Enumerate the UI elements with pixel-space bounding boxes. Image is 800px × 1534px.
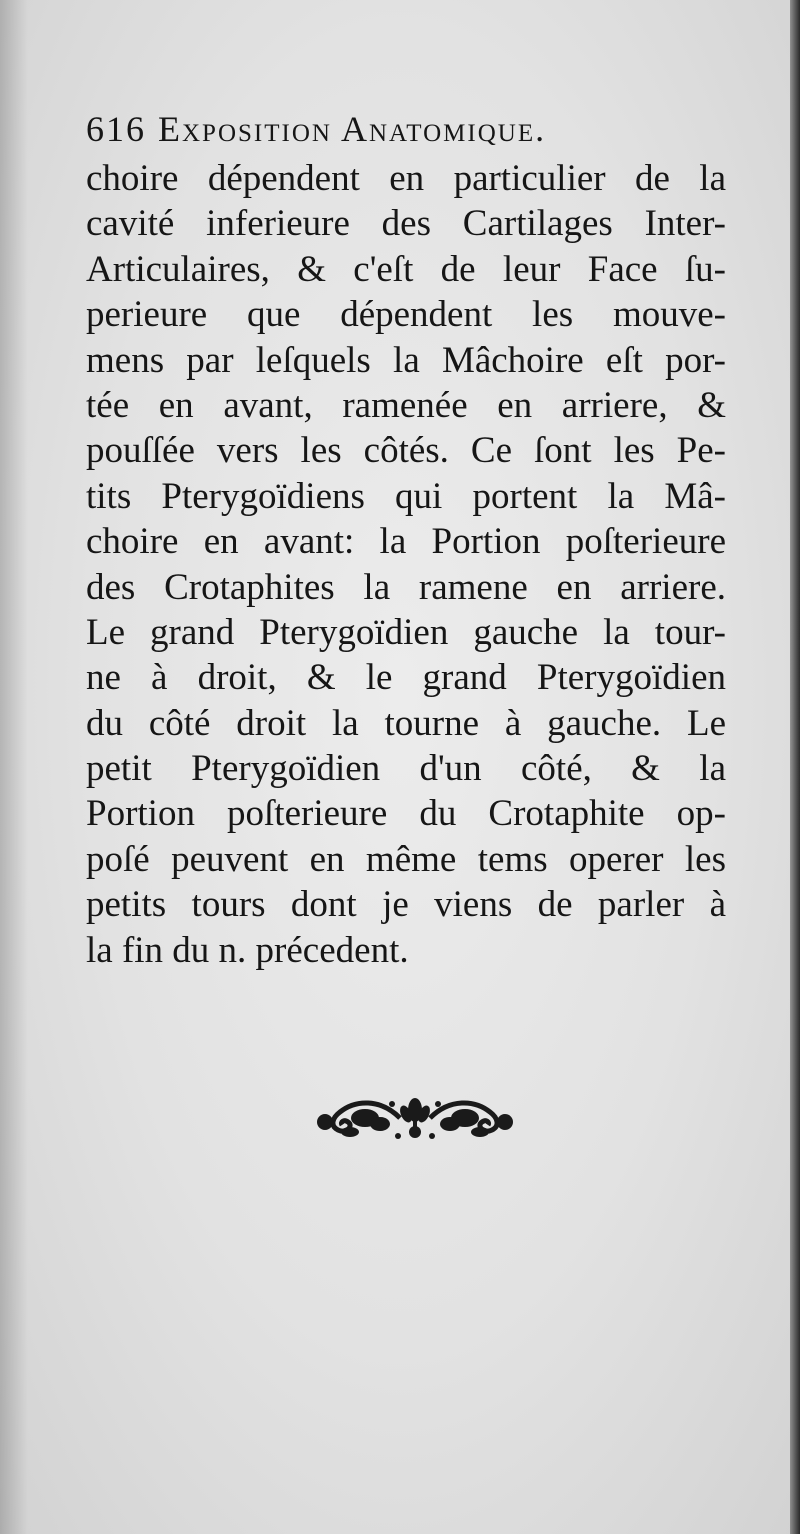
- text-line: Le grand Pterygoïdien gauche la tour-: [86, 611, 726, 653]
- running-head: [86, 108, 546, 150]
- text-line: tée en avant, ramenée en arriere, &: [86, 384, 726, 426]
- text-line: des Crotaphites la ramene en arriere.: [86, 566, 726, 608]
- text-line: Articulaires, & c'eſt de leur Face ſu-: [86, 248, 726, 290]
- fleuron-ornament-icon: [310, 1088, 520, 1148]
- text-line: du côté droit la tourne à gauche. Le: [86, 702, 726, 744]
- text-line: petits tours dont je viens de parler à: [86, 884, 726, 926]
- running-title: Exposition Anatomique.: [158, 109, 547, 149]
- text-line: choire en avant: la Portion poſterieure: [86, 521, 726, 563]
- text-line: petit Pterygoïdien d'un côté, & la: [86, 748, 726, 790]
- text-line: mens par leſquels la Mâchoire eſt por-: [86, 339, 726, 381]
- text-line: ne à droit, & le grand Pterygoïdien: [86, 657, 726, 699]
- text-line: poſé peuvent en même tems operer les: [86, 838, 726, 880]
- text-line: choire dépendent en particulier de la: [86, 158, 726, 199]
- page-number: 616: [86, 109, 146, 149]
- text-line: cavité inferieure des Cartilages Inter-: [86, 203, 726, 245]
- text-line: perieure que dépendent les mouve-: [86, 294, 726, 336]
- text-line: Portion poſterieure du Crotaphite op-: [86, 793, 726, 835]
- text-line: pouſſée vers les côtés. Ce ſont les Pe-: [86, 430, 726, 472]
- body-paragraph: [86, 156, 726, 973]
- text-line-last: la fin du n. précedent.: [86, 929, 409, 971]
- text-line: tits Pterygoïdiens qui portent la Mâ-: [86, 475, 726, 517]
